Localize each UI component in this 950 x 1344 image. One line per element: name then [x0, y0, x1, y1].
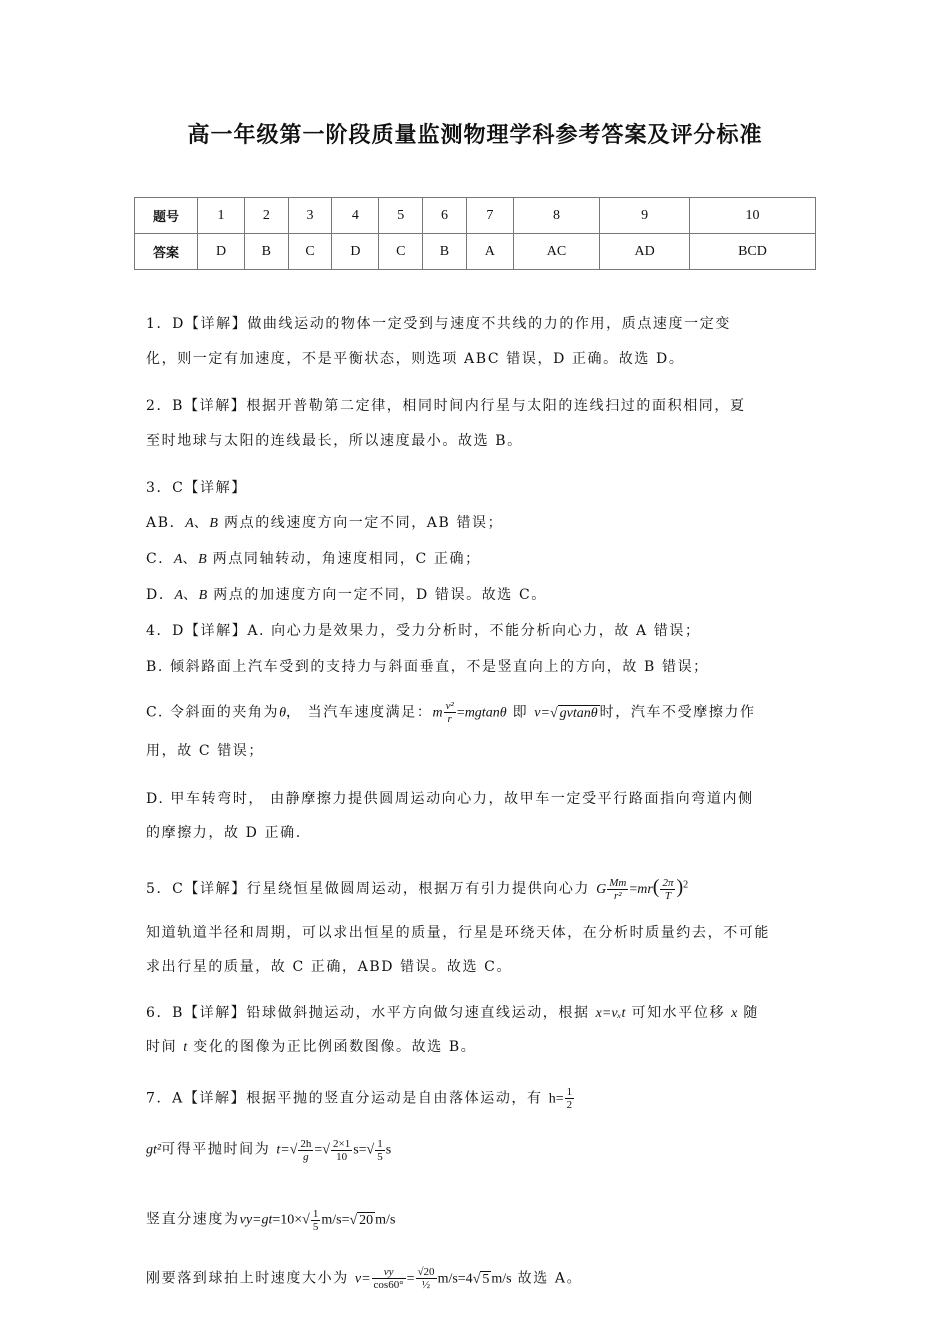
unit: m/s [491, 1271, 512, 1287]
sqrt-2h-g: √ $\frac{2h}{g}$ [289, 1138, 312, 1163]
table-cell: D [332, 234, 379, 270]
sqrt-20: √ 20 [349, 1212, 374, 1228]
table-cell: 9 [600, 198, 690, 234]
table-cell: B [423, 234, 467, 270]
q1-line2: 化，则一定有加速度，不是平衡状态，则选项 ABC 错误，D 正确。故选 D。 [146, 351, 685, 367]
table-cell: A [466, 234, 513, 270]
table-row-numbers [135, 198, 816, 234]
text: 竖直分速度为 [146, 1211, 240, 1228]
text: C. 令斜面的夹角为 [146, 704, 280, 721]
denominator: ½ [421, 1279, 431, 1291]
fraction [331, 1138, 352, 1163]
numerator: 2h [300, 1138, 312, 1150]
numerator: √20 [417, 1266, 435, 1278]
unit: s [385, 1142, 392, 1158]
sep: 、 [183, 587, 199, 603]
sep: 、 [182, 551, 199, 567]
denominator: T [664, 889, 672, 902]
var-t: t [183, 1040, 188, 1055]
text: AB． [146, 515, 186, 531]
formula-v: v= [354, 1271, 371, 1287]
table-cell: 6 [423, 198, 467, 234]
sqrt-1-5: √ $\frac{1}{5}$ [366, 1138, 383, 1163]
denominator: 10 [336, 1151, 348, 1163]
var-x: x [731, 1006, 738, 1021]
equals: = [314, 1142, 323, 1158]
q7-line1 [146, 1086, 575, 1111]
formula-gt2: gt² [146, 1142, 162, 1158]
table-cell: 7 [466, 198, 513, 234]
point-b: B [198, 588, 208, 603]
equals: = [456, 705, 465, 721]
unit: m/s= [321, 1212, 350, 1228]
text: 时，汽车不受摩擦力作 [599, 704, 756, 721]
q4-line4: 用，故 C 错误； [146, 743, 265, 759]
fraction [375, 1138, 385, 1163]
q4-line5: D. 甲车转弯时， 由静摩擦力提供圆周运动向心力，故甲车一定受平行路面指向弯道内侧 [146, 791, 754, 807]
fraction [298, 1138, 313, 1163]
denominator: 2 [566, 1099, 573, 1111]
sqrt-5: √ 5 [472, 1271, 490, 1287]
formula-m: m [432, 705, 443, 721]
formula-rhs: mgtanθ [464, 705, 507, 721]
text: 两点的线速度方向一定不同，AB 错误； [224, 515, 504, 531]
q6-line1 [146, 1002, 759, 1022]
point-b: B [209, 516, 218, 531]
radicand: 20 [359, 1212, 374, 1228]
denominator: 5 [377, 1151, 383, 1163]
q7-line4 [146, 1266, 582, 1291]
text: 5．C【详解】行星绕恒星做圆周运动，根据万有引力提供向心力 [146, 881, 591, 897]
text: 7．A【详解】根据平抛的竖直分运动是自由落体运动，有 [146, 1090, 543, 1107]
formula-vy: vy=gt [239, 1212, 273, 1228]
radicand: gvtanθ [559, 705, 598, 721]
table-cell: 8 [513, 198, 599, 234]
answer-table [134, 197, 816, 270]
table-header-number: 题号 [135, 198, 198, 234]
q4-line6: 的摩擦力，故 D 正确. [146, 825, 302, 841]
fraction-vy-cos [372, 1266, 406, 1291]
table-cell: B [245, 234, 289, 270]
table-cell: C [288, 234, 332, 270]
unit: m/s [375, 1212, 396, 1228]
formula-v: v= [534, 705, 550, 721]
text: C． [146, 551, 174, 567]
table-cell: D [198, 234, 245, 270]
numerator: 1 [377, 1138, 383, 1150]
formula-h: h= [548, 1091, 564, 1107]
sqrt-expression: √ gvtanθ [549, 705, 598, 721]
formula-mr: mr [637, 882, 653, 897]
paren-close: ) [676, 876, 684, 898]
table-cell: BCD [689, 234, 815, 270]
text: 两点的加速度方向一定不同，D 错误。故选 C。 [213, 587, 547, 603]
denominator: 5 [312, 1221, 319, 1233]
numerator: 2π [662, 876, 674, 889]
q4-line1: 4．D【详解】A. 向心力是效果力，受力分析时，不能分析向心力，故 A 错误； [146, 623, 701, 639]
point-a: A [185, 516, 194, 531]
table-cell: AD [600, 234, 690, 270]
q3-line1: 3．C【详解】 [146, 480, 247, 496]
text: ， 当汽车速度满足： [286, 704, 433, 721]
formula-t: t= [276, 1142, 290, 1158]
denominator: g [303, 1151, 309, 1163]
table-cell: C [379, 234, 423, 270]
formula-x: x=vₓt [595, 1006, 626, 1021]
fraction-sqrt20-half [416, 1266, 437, 1291]
q6-line2 [146, 1036, 476, 1056]
table-cell: 4 [332, 198, 379, 234]
fraction-half [565, 1086, 575, 1111]
table-cell: 3 [288, 198, 332, 234]
point-b: B [198, 552, 207, 567]
table-cell: 10 [689, 198, 815, 234]
text: 随 [743, 1005, 760, 1021]
page-title: 高一年级第一阶段质量监测物理学科参考答案及评分标准 [187, 123, 763, 148]
fraction-2pi-t [660, 877, 675, 902]
text: 即 [506, 704, 535, 721]
sqrt-2x1-10: √ $\frac{2\times 1}{10}$ [322, 1138, 351, 1163]
theta: θ [279, 705, 287, 721]
text: 刚要落到球拍上时速度大小为 [146, 1270, 349, 1287]
text: 变化的图像为正比例函数图像。故选 B。 [193, 1039, 477, 1055]
text: 6．B【详解】铅球做斜抛运动，水平方向做匀速直线运动，根据 [146, 1005, 590, 1021]
table-header-answer: 答案 [135, 234, 198, 270]
radicand: 5 [482, 1271, 490, 1287]
q3-option-c [146, 548, 481, 568]
q5-line3: 求出行星的质量，故 C 正确，ABD 错误。故选 C。 [146, 959, 513, 975]
fraction [311, 1208, 321, 1233]
formula-g: G [596, 882, 607, 897]
exponent: 2 [683, 879, 689, 891]
q3-option-d [146, 584, 547, 604]
text: 两点同轴转动，角速度相同，C 正确； [212, 551, 481, 567]
denominator: cos60° [373, 1279, 404, 1291]
numerator: 1 [566, 1086, 573, 1098]
numerator: Mm [609, 876, 627, 889]
q7-line3 [146, 1208, 395, 1233]
table-cell: 1 [198, 198, 245, 234]
numerator: 1 [312, 1208, 319, 1220]
table-cell: 2 [245, 198, 289, 234]
table-cell: AC [513, 234, 599, 270]
numerator: vy [372, 1266, 406, 1279]
unit: m/s=4 [437, 1271, 473, 1287]
q7-line2 [146, 1138, 391, 1163]
point-a: A [174, 588, 183, 603]
paren-open: ( [652, 876, 660, 898]
table-row-answers [135, 234, 816, 270]
numerator: 2×1 [332, 1138, 351, 1150]
text: D． [146, 587, 175, 603]
text: 故选 A。 [517, 1270, 583, 1287]
q5-line2: 知道轨道半径和周期，可以求出恒星的质量，行星是环绕天体，在分析时质量约去，不可能 [146, 925, 770, 941]
q5-line1 [146, 876, 688, 902]
numerator: v² [445, 700, 454, 712]
text: 时间 [146, 1039, 178, 1055]
text: 可得平抛时间为 [161, 1141, 271, 1158]
text: 可知水平位移 [631, 1005, 726, 1021]
table-cell: 5 [379, 198, 423, 234]
q2-line2: 至时地球与太阳的连线最长，所以速度最小。故选 B。 [146, 433, 523, 449]
q4-line2: B. 倾斜路面上汽车受到的支持力与斜面垂直，不是竖直向上的方向，故 B 错误； [146, 659, 709, 675]
point-a: A [173, 552, 183, 567]
equals: = [406, 1271, 415, 1287]
equals: = [629, 882, 638, 897]
q1-line1: 1．D【详解】做曲线运动的物体一定受到与速度不共线的力的作用，质点速度一定变 [146, 316, 731, 332]
denominator: r [447, 713, 452, 725]
sqrt-1-5: √ $\frac{1}{5}$ [302, 1208, 319, 1233]
unit: s= [353, 1142, 367, 1158]
fraction-v2-r [444, 700, 456, 725]
q4-line3 [146, 700, 756, 725]
q2-line1: 2．B【详解】根据开普勒第二定律，相同时间内行星与太阳的连线扫过的面积相同，夏 [146, 398, 746, 414]
sep: 、 [193, 515, 210, 531]
q3-option-ab [146, 512, 503, 532]
denominator: r² [613, 889, 622, 902]
fraction-mm-r2 [607, 877, 628, 902]
formula: =10× [272, 1212, 303, 1228]
